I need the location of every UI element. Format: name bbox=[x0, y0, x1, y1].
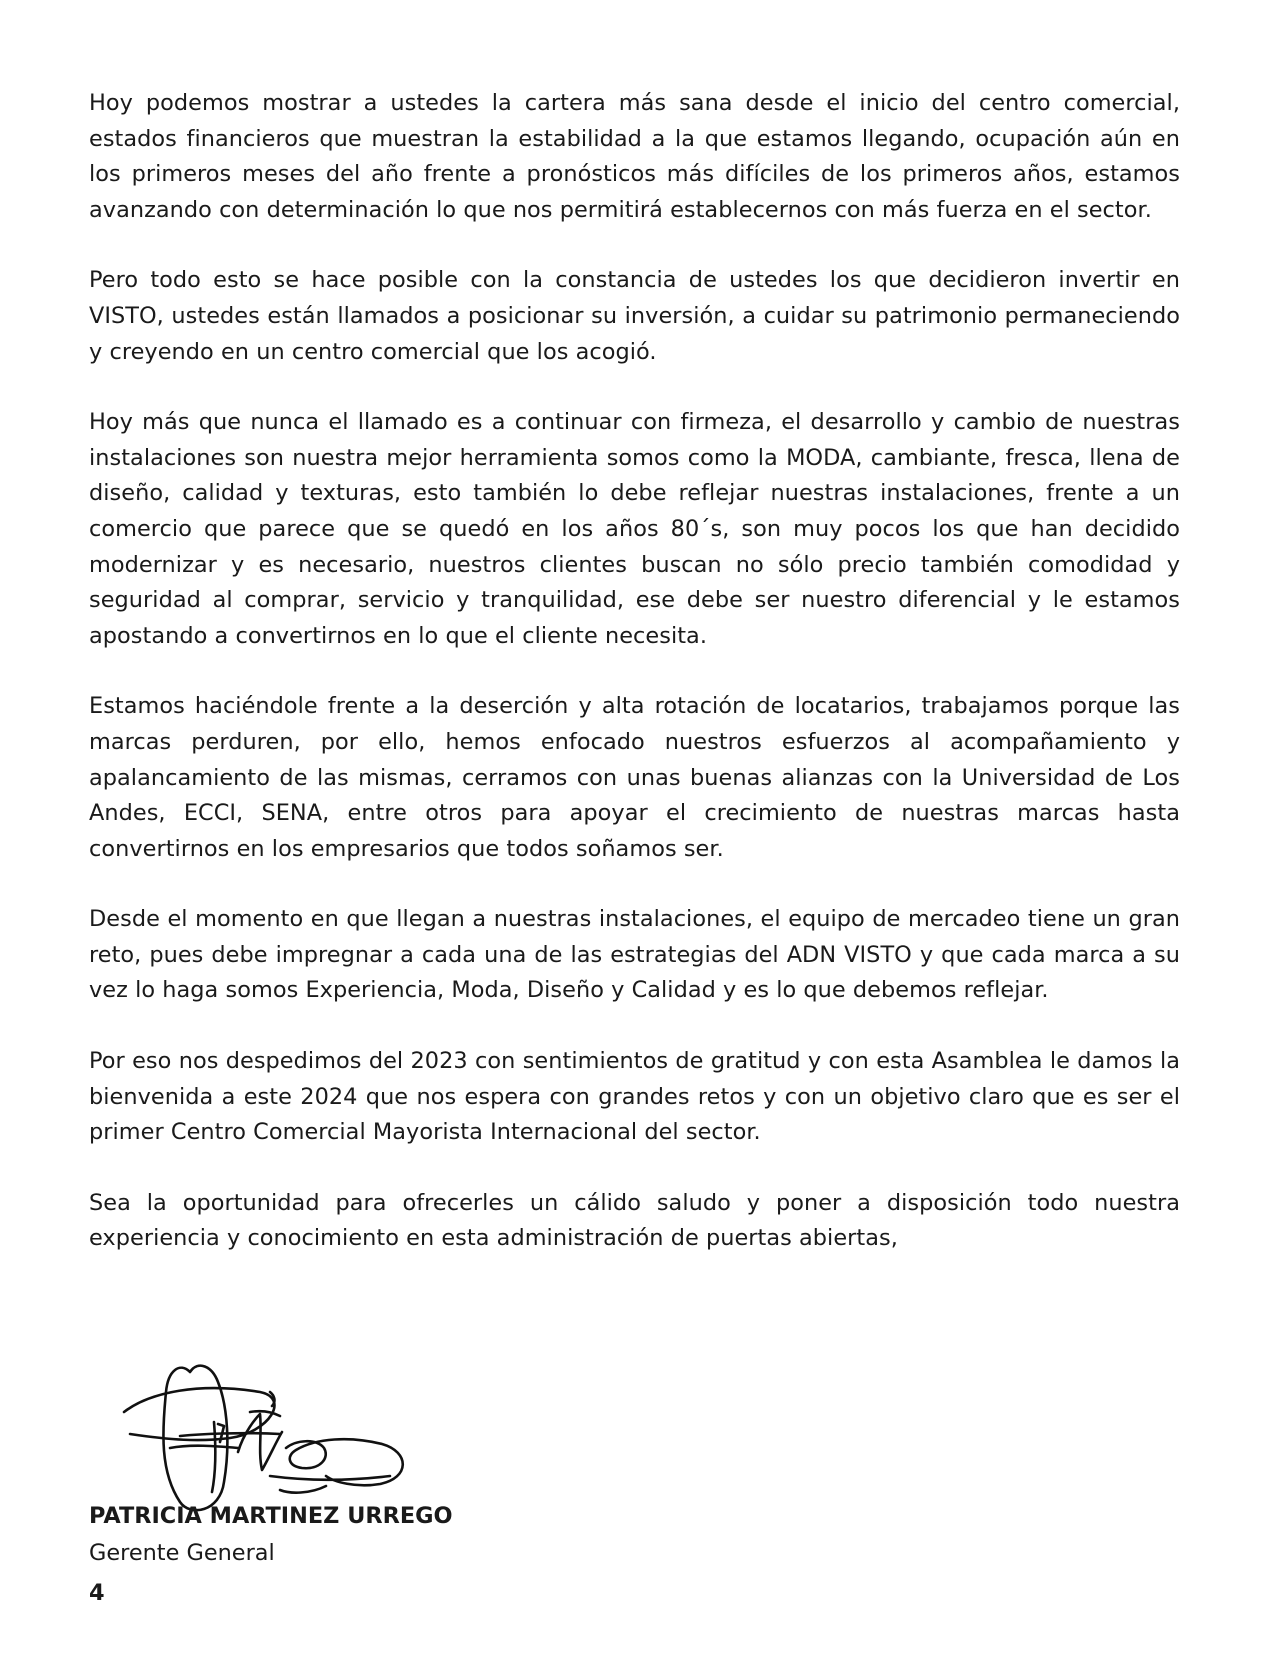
letter-body bbox=[89, 86, 1180, 1292]
paragraph-4: Estamos haciéndole frente a la deserción y alta rotación de locatarios, trabajamos porque las marcas perduren, por ello, hemos enfocado nuestros esfuerzos al acompañamiento y apalancamiento de las mismas, cerramos con unas buenas alianzas con la Universidad de Los Andes, ECCI, SENA, entre otros para apoyar el crecimiento de nuestras marcas hasta convertirnos en los empresarios que todos soñamos ser. bbox=[89, 693, 1180, 862]
paragraph-2: Pero todo esto se hace posible con la constancia de ustedes los que decidieron invertir en VISTO, ustedes están llamados a posicionar su inversión, a cuidar su patrimonio permaneciendo y creyendo en un centro comercial que los acogió. bbox=[89, 267, 1180, 365]
signer-name: PATRICIA MARTINEZ URREGO bbox=[89, 1503, 453, 1529]
paragraph-1: Hoy podemos mostrar a ustedes la cartera más sana desde el inicio del centro comercial, estados financieros que muestran la estabilidad a la que estamos llegando, ocupación aún en los primeros meses del año frente a pronósticos más difíciles de los primeros años, estamos avanzando con determinación lo que nos permitirá establecernos con más fuerza en el sector. bbox=[89, 90, 1180, 223]
paragraph-7: Sea la oportunidad para ofrecerles un cálido saludo y poner a disposición todo nuestra experiencia y conocimiento en esta administración de puertas abiertas, bbox=[89, 1189, 1180, 1252]
paragraph-3: Hoy más que nunca el llamado es a continuar con firmeza, el desarrollo y cambio de nuestras instalaciones son nuestra mejor herramienta somos como la MODA, cambiante, fresca, llena de diseño, calidad y texturas, esto también lo debe reflejar nuestras instalaciones, frente a un comercio que parece que se quedó en los años 80´s, son muy pocos los que han decidido modernizar y es necesario, nuestros clientes buscan no sólo precio también comodidad y seguridad al comprar, servicio y tranquilidad, ese debe ser nuestro diferencial y le estamos apostando a convertirnos en lo que el cliente necesita. bbox=[89, 409, 1180, 649]
signer-role: Gerente General bbox=[89, 1540, 275, 1566]
paragraph-5: Desde el momento en que llegan a nuestras instalaciones, el equipo de mercadeo tiene un gran reto, pues debe impregnar a cada una de las estrategias del ADN VISTO y que cada marca a su vez lo haga somos Experiencia, Moda, Diseño y Calidad y es lo que debemos reflejar. bbox=[89, 906, 1180, 1004]
paragraph-6: Por eso nos despedimos del 2023 con sentimientos de gratitud y con esta Asamblea le damos la bienvenida a este 2024 que nos espera con grandes retos y con un objetivo claro que es ser el primer Centro Comercial Mayorista Internacional del sector. bbox=[89, 1048, 1180, 1146]
page-number: 4 bbox=[89, 1580, 105, 1606]
handwritten-signature bbox=[120, 1352, 460, 1520]
